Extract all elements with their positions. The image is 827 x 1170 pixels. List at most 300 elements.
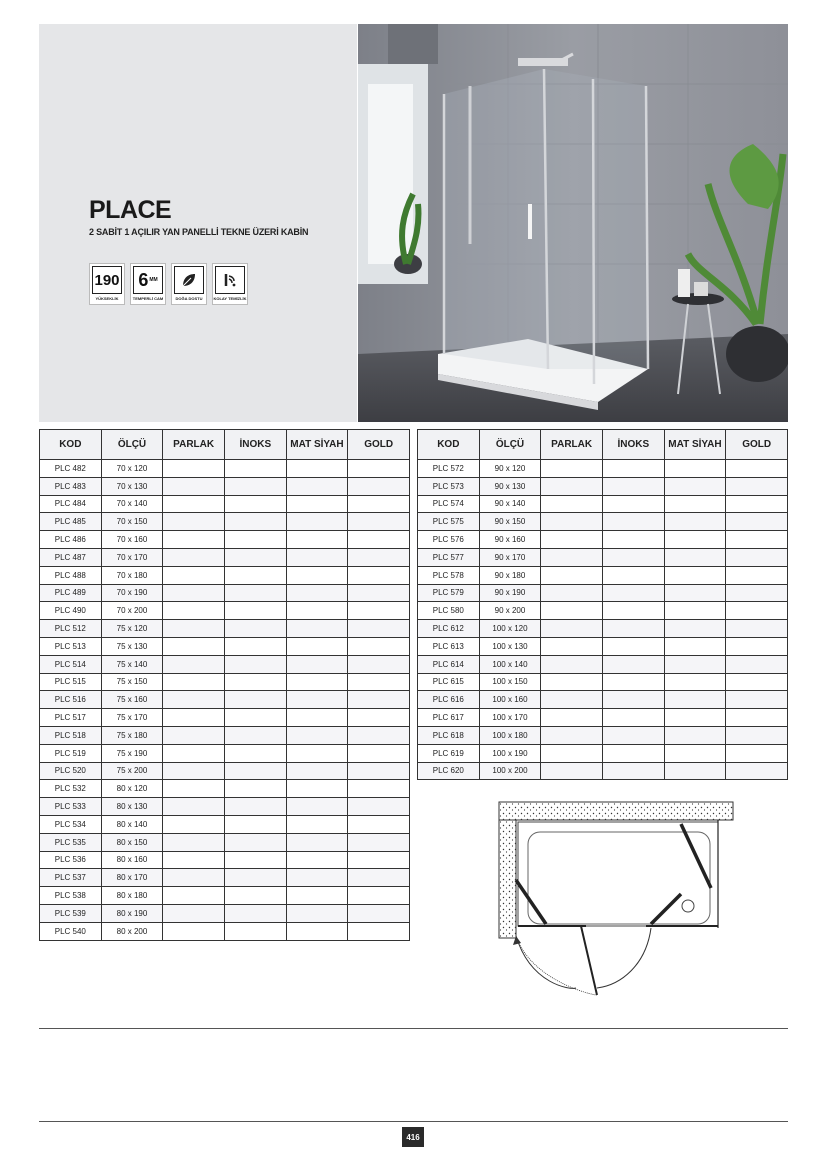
mat-siyah-cell bbox=[286, 655, 348, 673]
gold-cell bbox=[726, 477, 788, 495]
inoks-cell bbox=[602, 655, 664, 673]
gold-cell bbox=[726, 584, 788, 602]
kod-cell: PLC 520 bbox=[40, 762, 102, 780]
mat-siyah-cell bbox=[286, 548, 348, 566]
mat-siyah-cell bbox=[286, 495, 348, 513]
table-row bbox=[418, 620, 788, 638]
parlak-cell bbox=[163, 531, 225, 549]
table-row bbox=[40, 477, 410, 495]
olcu-cell: 80 x 200 bbox=[101, 922, 163, 940]
olcu-cell: 80 x 180 bbox=[101, 887, 163, 905]
table-row bbox=[40, 887, 410, 905]
olcu-cell: 90 x 130 bbox=[479, 477, 541, 495]
gold-cell bbox=[726, 673, 788, 691]
kod-cell: PLC 519 bbox=[40, 744, 102, 762]
mat-siyah-cell bbox=[664, 513, 726, 531]
mat-siyah-cell bbox=[664, 637, 726, 655]
inoks-cell bbox=[602, 691, 664, 709]
table-row bbox=[418, 477, 788, 495]
parlak-cell bbox=[541, 762, 603, 780]
kod-cell: PLC 489 bbox=[40, 584, 102, 602]
parlak-cell bbox=[163, 620, 225, 638]
olcu-cell: 90 x 120 bbox=[479, 460, 541, 478]
olcu-cell: 90 x 200 bbox=[479, 602, 541, 620]
table-row bbox=[40, 851, 410, 869]
gold-cell bbox=[348, 548, 410, 566]
inoks-cell bbox=[602, 602, 664, 620]
mat-siyah-cell bbox=[664, 673, 726, 691]
gold-cell bbox=[348, 833, 410, 851]
parlak-cell bbox=[163, 655, 225, 673]
table-row bbox=[418, 495, 788, 513]
kod-cell: PLC 619 bbox=[418, 744, 480, 762]
glass-label: TEMPERLİ CAM bbox=[132, 296, 164, 301]
mat-siyah-header: MAT SİYAH bbox=[664, 430, 726, 460]
table-row bbox=[418, 584, 788, 602]
gold-cell bbox=[348, 495, 410, 513]
kod-cell: PLC 516 bbox=[40, 691, 102, 709]
glass-badge bbox=[130, 263, 166, 305]
inoks-cell bbox=[224, 548, 286, 566]
mat-siyah-cell bbox=[286, 851, 348, 869]
parlak-cell bbox=[163, 709, 225, 727]
olcu-cell: 70 x 170 bbox=[101, 548, 163, 566]
table-row bbox=[40, 566, 410, 584]
inoks-cell bbox=[224, 620, 286, 638]
olcu-cell: 100 x 160 bbox=[479, 691, 541, 709]
olcu-header: ÖLÇÜ bbox=[101, 430, 163, 460]
inoks-cell bbox=[224, 602, 286, 620]
mat-siyah-cell bbox=[664, 691, 726, 709]
inoks-cell bbox=[224, 531, 286, 549]
gold-cell bbox=[348, 887, 410, 905]
table-row bbox=[40, 495, 410, 513]
glass-unit: MM bbox=[149, 277, 158, 283]
kod-cell: PLC 538 bbox=[40, 887, 102, 905]
inoks-cell bbox=[602, 673, 664, 691]
product-title: PLACE bbox=[89, 196, 172, 224]
kod-cell: PLC 540 bbox=[40, 922, 102, 940]
page-number: 416 bbox=[402, 1127, 424, 1147]
parlak-cell bbox=[541, 477, 603, 495]
table-row bbox=[418, 460, 788, 478]
inoks-cell bbox=[224, 922, 286, 940]
kod-cell: PLC 576 bbox=[418, 531, 480, 549]
leaf-icon bbox=[180, 271, 198, 289]
mat-siyah-cell bbox=[286, 673, 348, 691]
gold-header: GOLD bbox=[726, 430, 788, 460]
table-header-row bbox=[418, 430, 788, 460]
mat-siyah-cell bbox=[664, 726, 726, 744]
mat-siyah-cell bbox=[664, 602, 726, 620]
parlak-cell bbox=[163, 833, 225, 851]
olcu-cell: 80 x 140 bbox=[101, 815, 163, 833]
hero-info-panel bbox=[39, 24, 357, 422]
inoks-cell bbox=[224, 851, 286, 869]
parlak-cell bbox=[163, 887, 225, 905]
inoks-cell bbox=[224, 566, 286, 584]
table-row bbox=[40, 762, 410, 780]
parlak-cell bbox=[541, 460, 603, 478]
inoks-cell bbox=[224, 709, 286, 727]
gold-cell bbox=[348, 620, 410, 638]
inoks-cell bbox=[224, 762, 286, 780]
gold-cell bbox=[348, 744, 410, 762]
kod-cell: PLC 572 bbox=[418, 460, 480, 478]
table-row bbox=[40, 548, 410, 566]
table-row bbox=[418, 513, 788, 531]
olcu-cell: 80 x 130 bbox=[101, 798, 163, 816]
parlak-cell bbox=[163, 673, 225, 691]
olcu-cell: 75 x 190 bbox=[101, 744, 163, 762]
gold-cell bbox=[348, 815, 410, 833]
olcu-cell: 70 x 190 bbox=[101, 584, 163, 602]
olcu-cell: 90 x 160 bbox=[479, 531, 541, 549]
gold-cell bbox=[348, 673, 410, 691]
olcu-cell: 100 x 120 bbox=[479, 620, 541, 638]
mat-siyah-cell bbox=[286, 531, 348, 549]
mat-siyah-cell bbox=[664, 620, 726, 638]
inoks-cell bbox=[224, 460, 286, 478]
gold-cell bbox=[726, 602, 788, 620]
parlak-header: PARLAK bbox=[541, 430, 603, 460]
inoks-header: İNOKS bbox=[602, 430, 664, 460]
kod-cell: PLC 515 bbox=[40, 673, 102, 691]
kod-cell: PLC 580 bbox=[418, 602, 480, 620]
parlak-cell bbox=[541, 602, 603, 620]
mat-siyah-cell bbox=[286, 584, 348, 602]
inoks-cell bbox=[224, 904, 286, 922]
kod-cell: PLC 514 bbox=[40, 655, 102, 673]
inoks-cell bbox=[224, 691, 286, 709]
olcu-cell: 70 x 120 bbox=[101, 460, 163, 478]
olcu-cell: 90 x 190 bbox=[479, 584, 541, 602]
olcu-cell: 80 x 120 bbox=[101, 780, 163, 798]
olcu-cell: 75 x 200 bbox=[101, 762, 163, 780]
table-row bbox=[418, 566, 788, 584]
kod-cell: PLC 533 bbox=[40, 798, 102, 816]
parlak-cell bbox=[541, 744, 603, 762]
gold-cell bbox=[726, 762, 788, 780]
kod-cell: PLC 579 bbox=[418, 584, 480, 602]
mat-siyah-cell bbox=[286, 869, 348, 887]
gold-cell bbox=[348, 477, 410, 495]
olcu-cell: 100 x 170 bbox=[479, 709, 541, 727]
shower-cabin-illustration bbox=[358, 24, 788, 422]
table-row bbox=[40, 655, 410, 673]
gold-cell bbox=[726, 691, 788, 709]
table-header-row bbox=[40, 430, 410, 460]
mat-siyah-cell bbox=[286, 620, 348, 638]
inoks-cell bbox=[224, 495, 286, 513]
inoks-cell bbox=[602, 566, 664, 584]
right-spec-table bbox=[417, 429, 788, 780]
table-row bbox=[418, 673, 788, 691]
mat-siyah-cell bbox=[286, 744, 348, 762]
olcu-cell: 80 x 170 bbox=[101, 869, 163, 887]
kod-cell: PLC 612 bbox=[418, 620, 480, 638]
inoks-cell bbox=[602, 762, 664, 780]
table-row bbox=[40, 620, 410, 638]
table-row bbox=[40, 709, 410, 727]
parlak-cell bbox=[163, 548, 225, 566]
mat-siyah-cell bbox=[286, 709, 348, 727]
inoks-cell bbox=[224, 744, 286, 762]
gold-cell bbox=[726, 495, 788, 513]
table-row bbox=[418, 744, 788, 762]
inoks-cell bbox=[224, 780, 286, 798]
table-row bbox=[40, 513, 410, 531]
table-row bbox=[418, 637, 788, 655]
table-row bbox=[418, 691, 788, 709]
mat-siyah-cell bbox=[286, 922, 348, 940]
olcu-cell: 70 x 130 bbox=[101, 477, 163, 495]
kod-cell: PLC 532 bbox=[40, 780, 102, 798]
gold-cell bbox=[726, 460, 788, 478]
olcu-cell: 70 x 160 bbox=[101, 531, 163, 549]
mat-siyah-cell bbox=[286, 762, 348, 780]
mat-siyah-cell bbox=[664, 744, 726, 762]
gold-cell bbox=[348, 726, 410, 744]
inoks-cell bbox=[224, 798, 286, 816]
feature-badges bbox=[89, 263, 248, 305]
table-row bbox=[40, 744, 410, 762]
kod-cell: PLC 484 bbox=[40, 495, 102, 513]
parlak-cell bbox=[163, 460, 225, 478]
parlak-cell bbox=[163, 691, 225, 709]
inoks-cell bbox=[602, 513, 664, 531]
kod-cell: PLC 575 bbox=[418, 513, 480, 531]
olcu-cell: 90 x 150 bbox=[479, 513, 541, 531]
kod-cell: PLC 539 bbox=[40, 904, 102, 922]
inoks-cell bbox=[224, 726, 286, 744]
parlak-cell bbox=[541, 637, 603, 655]
gold-cell bbox=[726, 513, 788, 531]
parlak-cell bbox=[541, 566, 603, 584]
parlak-cell bbox=[163, 637, 225, 655]
mat-siyah-cell bbox=[286, 887, 348, 905]
mat-siyah-cell bbox=[286, 477, 348, 495]
table-row bbox=[40, 691, 410, 709]
parlak-cell bbox=[163, 798, 225, 816]
gold-cell bbox=[348, 513, 410, 531]
eco-badge bbox=[171, 263, 207, 305]
table-row bbox=[40, 780, 410, 798]
olcu-cell: 70 x 200 bbox=[101, 602, 163, 620]
parlak-cell bbox=[163, 869, 225, 887]
table-row bbox=[40, 673, 410, 691]
bottom-divider bbox=[39, 1121, 788, 1122]
olcu-cell: 75 x 160 bbox=[101, 691, 163, 709]
mat-siyah-cell bbox=[664, 655, 726, 673]
olcu-cell: 100 x 130 bbox=[479, 637, 541, 655]
olcu-cell: 90 x 140 bbox=[479, 495, 541, 513]
table-row bbox=[40, 602, 410, 620]
gold-cell bbox=[726, 531, 788, 549]
parlak-cell bbox=[163, 602, 225, 620]
footer-divider bbox=[39, 1028, 788, 1029]
inoks-cell bbox=[602, 709, 664, 727]
table-row bbox=[40, 833, 410, 851]
gold-cell bbox=[348, 602, 410, 620]
inoks-cell bbox=[602, 548, 664, 566]
parlak-cell bbox=[163, 851, 225, 869]
mat-siyah-cell bbox=[286, 691, 348, 709]
parlak-header: PARLAK bbox=[163, 430, 225, 460]
gold-cell bbox=[348, 691, 410, 709]
gold-cell bbox=[726, 566, 788, 584]
parlak-cell bbox=[541, 673, 603, 691]
gold-cell bbox=[726, 709, 788, 727]
inoks-cell bbox=[224, 655, 286, 673]
mat-siyah-cell bbox=[286, 460, 348, 478]
parlak-cell bbox=[541, 726, 603, 744]
parlak-cell bbox=[163, 584, 225, 602]
gold-header: GOLD bbox=[348, 430, 410, 460]
mat-siyah-cell bbox=[286, 602, 348, 620]
table-row bbox=[40, 922, 410, 940]
table-row bbox=[40, 637, 410, 655]
gold-cell bbox=[726, 637, 788, 655]
kod-cell: PLC 573 bbox=[418, 477, 480, 495]
parlak-cell bbox=[163, 780, 225, 798]
table-row bbox=[418, 655, 788, 673]
kod-cell: PLC 577 bbox=[418, 548, 480, 566]
mat-siyah-cell bbox=[664, 566, 726, 584]
parlak-cell bbox=[163, 477, 225, 495]
gold-cell bbox=[348, 922, 410, 940]
kod-cell: PLC 615 bbox=[418, 673, 480, 691]
mat-siyah-cell bbox=[286, 798, 348, 816]
gold-cell bbox=[348, 637, 410, 655]
kod-cell: PLC 482 bbox=[40, 460, 102, 478]
height-value: 190 bbox=[94, 271, 120, 289]
gold-cell bbox=[348, 566, 410, 584]
inoks-cell bbox=[602, 460, 664, 478]
table-row bbox=[40, 798, 410, 816]
kod-cell: PLC 518 bbox=[40, 726, 102, 744]
kod-cell: PLC 535 bbox=[40, 833, 102, 851]
table-row bbox=[418, 602, 788, 620]
inoks-cell bbox=[602, 744, 664, 762]
left-spec-table bbox=[39, 429, 410, 941]
kod-cell: PLC 614 bbox=[418, 655, 480, 673]
parlak-cell bbox=[541, 548, 603, 566]
gold-cell bbox=[726, 744, 788, 762]
mat-siyah-cell bbox=[664, 762, 726, 780]
parlak-cell bbox=[541, 531, 603, 549]
olcu-cell: 75 x 120 bbox=[101, 620, 163, 638]
mat-siyah-header: MAT SİYAH bbox=[286, 430, 348, 460]
parlak-cell bbox=[163, 566, 225, 584]
mat-siyah-cell bbox=[286, 726, 348, 744]
inoks-cell bbox=[602, 495, 664, 513]
parlak-cell bbox=[163, 495, 225, 513]
inoks-cell bbox=[224, 887, 286, 905]
height-label: YÜKSEKLİK bbox=[95, 296, 119, 301]
kod-cell: PLC 488 bbox=[40, 566, 102, 584]
kod-cell: PLC 486 bbox=[40, 531, 102, 549]
parlak-cell bbox=[163, 513, 225, 531]
table-row bbox=[40, 904, 410, 922]
table-row bbox=[40, 584, 410, 602]
kod-cell: PLC 617 bbox=[418, 709, 480, 727]
kod-cell: PLC 490 bbox=[40, 602, 102, 620]
parlak-cell bbox=[163, 922, 225, 940]
mat-siyah-cell bbox=[664, 531, 726, 549]
gold-cell bbox=[348, 709, 410, 727]
kod-cell: PLC 487 bbox=[40, 548, 102, 566]
inoks-cell bbox=[224, 673, 286, 691]
parlak-cell bbox=[541, 513, 603, 531]
olcu-cell: 100 x 200 bbox=[479, 762, 541, 780]
gold-cell bbox=[348, 584, 410, 602]
olcu-cell: 70 x 180 bbox=[101, 566, 163, 584]
inoks-header: İNOKS bbox=[224, 430, 286, 460]
kod-cell: PLC 618 bbox=[418, 726, 480, 744]
inoks-cell bbox=[224, 584, 286, 602]
mat-siyah-cell bbox=[664, 709, 726, 727]
mat-siyah-cell bbox=[664, 584, 726, 602]
kod-cell: PLC 578 bbox=[418, 566, 480, 584]
mat-siyah-cell bbox=[664, 477, 726, 495]
olcu-cell: 100 x 180 bbox=[479, 726, 541, 744]
table-row bbox=[40, 726, 410, 744]
height-badge bbox=[89, 263, 125, 305]
kod-cell: PLC 512 bbox=[40, 620, 102, 638]
kod-cell: PLC 517 bbox=[40, 709, 102, 727]
kod-header: KOD bbox=[40, 430, 102, 460]
water-drop-icon bbox=[221, 271, 239, 289]
olcu-cell: 70 x 150 bbox=[101, 513, 163, 531]
kod-cell: PLC 485 bbox=[40, 513, 102, 531]
table-row bbox=[418, 709, 788, 727]
kod-header: KOD bbox=[418, 430, 480, 460]
inoks-cell bbox=[602, 637, 664, 655]
gold-cell bbox=[348, 904, 410, 922]
parlak-cell bbox=[163, 762, 225, 780]
mat-siyah-cell bbox=[664, 495, 726, 513]
eco-label: DOĞA DOSTU bbox=[175, 296, 203, 301]
kod-cell: PLC 616 bbox=[418, 691, 480, 709]
olcu-cell: 100 x 190 bbox=[479, 744, 541, 762]
parlak-cell bbox=[163, 726, 225, 744]
inoks-cell bbox=[602, 477, 664, 495]
table-row bbox=[418, 762, 788, 780]
inoks-cell bbox=[602, 584, 664, 602]
mat-siyah-cell bbox=[286, 780, 348, 798]
olcu-cell: 80 x 160 bbox=[101, 851, 163, 869]
inoks-cell bbox=[224, 477, 286, 495]
olcu-cell: 80 x 190 bbox=[101, 904, 163, 922]
olcu-cell: 80 x 150 bbox=[101, 833, 163, 851]
table-row bbox=[418, 531, 788, 549]
kod-cell: PLC 613 bbox=[418, 637, 480, 655]
inoks-cell bbox=[224, 815, 286, 833]
olcu-cell: 100 x 140 bbox=[479, 655, 541, 673]
inoks-cell bbox=[224, 833, 286, 851]
parlak-cell bbox=[541, 655, 603, 673]
mat-siyah-cell bbox=[286, 833, 348, 851]
inoks-cell bbox=[602, 531, 664, 549]
kod-cell: PLC 537 bbox=[40, 869, 102, 887]
inoks-cell bbox=[602, 620, 664, 638]
easy-clean-label: KOLAY TEMİZLİK bbox=[213, 296, 247, 301]
gold-cell bbox=[726, 726, 788, 744]
olcu-cell: 100 x 150 bbox=[479, 673, 541, 691]
inoks-cell bbox=[224, 637, 286, 655]
inoks-cell bbox=[224, 513, 286, 531]
